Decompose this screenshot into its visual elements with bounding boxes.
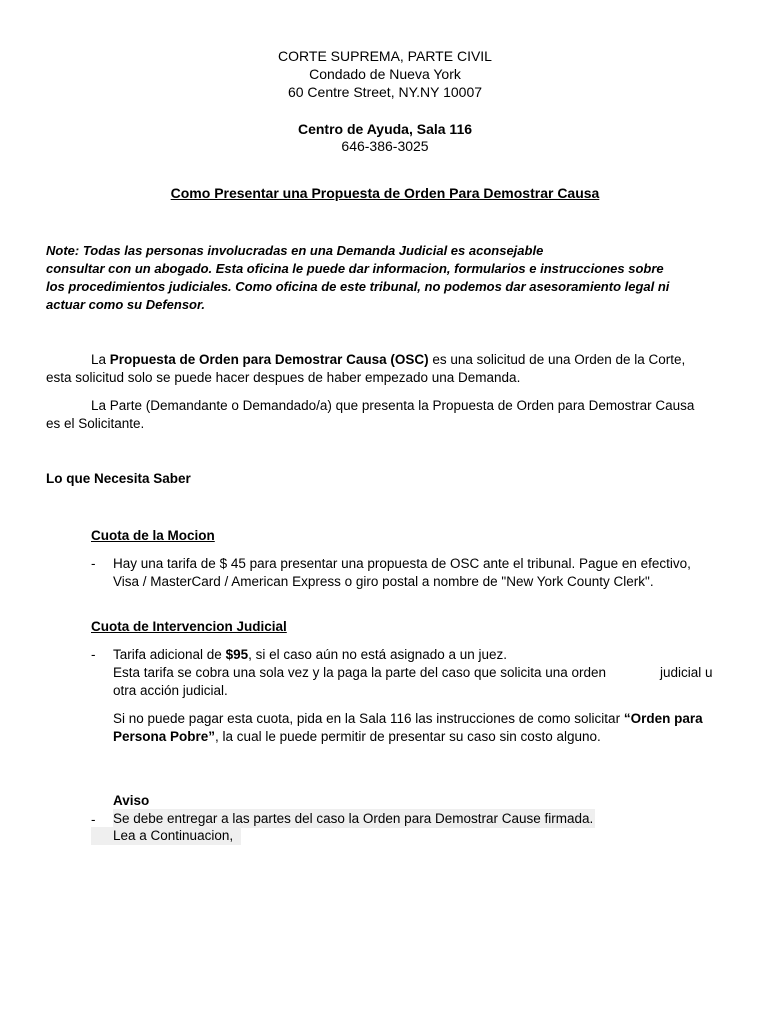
rji-fee-line-2-tail: judicial u [660, 665, 713, 680]
rji-fee-line-1: Tarifa adicional de $95, si el caso aún no está asignado a un juez. [113, 647, 508, 662]
rji-fee-amount: $95 [225, 647, 249, 662]
notice-heading: Aviso [113, 793, 150, 808]
note-line-2: consultar con un abogado. Esta oficina le puede dar informacion, formularios e instrucciones sobre [46, 261, 664, 276]
help-center-phone: 646-386-3025 [341, 138, 429, 154]
motion-fee-heading: Cuota de la Mocion [91, 528, 215, 543]
notice-line-2: Lea a Continuacion, [91, 827, 241, 845]
intro-paragraph-2-line-2: es el Solicitante. [46, 416, 145, 431]
court-name: CORTE SUPREMA, PARTE CIVIL [278, 48, 492, 64]
intro-paragraph-2: La Parte (Demandante o Demandado/a) que presenta la Propuesta de Orden para Demostrar Causa [91, 398, 695, 413]
poor-person-line-2: Persona Pobre”, la cual le puede permitir de presentar su caso sin costo alguno. [113, 729, 601, 744]
section-heading: Lo que Necesita Saber [46, 471, 191, 486]
poor-person-line-1: Si no puede pagar esta cuota, pida en la Sala 116 las instrucciones de como solicitar “Orden para [113, 711, 703, 726]
rji-fee-line-3: otra acción judicial. [113, 683, 228, 698]
bullet-dash: - [91, 812, 96, 827]
motion-fee-line-2: Visa / MasterCard / American Express o giro postal a nombre de "New York County Clerk". [113, 574, 654, 589]
rji-fee-heading: Cuota de Intervencion Judicial [91, 619, 287, 634]
note-line-1: Note: Todas las personas involucradas en una Demanda Judicial es aconsejable [46, 243, 544, 258]
bullet-dash: - [91, 647, 96, 662]
bullet-dash: - [91, 556, 96, 571]
motion-fee-line-1: Hay una tarifa de $ 45 para presentar una propuesta de OSC ante el tribunal. Pague en efectivo, [113, 556, 691, 571]
note-line-3: los procedimientos judiciales. Como oficina de este tribunal, no podemos dar asesoramiento legal ni [46, 279, 670, 294]
osc-term: Propuesta de Orden para Demostrar Causa (OSC) [109, 352, 429, 367]
notice-line-1: Se debe entregar a las partes del caso la Orden para Demostrar Cause firmada. [113, 811, 594, 826]
rji-fee-line-2: Esta tarifa se cobra una sola vez y la paga la parte del caso que solicita una orden [113, 665, 607, 680]
help-center-name: Centro de Ayuda, Sala 116 [297, 121, 473, 137]
intro-paragraph-1: La Propuesta de Orden para Demostrar Causa (OSC) es una solicitud de una Orden de la Corte, [91, 352, 686, 367]
intro-paragraph-1-line-2: esta solicitud solo se puede hacer despues de haber empezado una Demanda. [46, 370, 521, 385]
county-name: Condado de Nueva York [309, 66, 461, 82]
document-title: Como Presentar una Propuesta de Orden Para Demostrar Causa [170, 185, 600, 201]
note-line-4: actuar como su Defensor. [46, 297, 205, 312]
court-address: 60 Centre Street, NY.NY 10007 [287, 84, 483, 100]
